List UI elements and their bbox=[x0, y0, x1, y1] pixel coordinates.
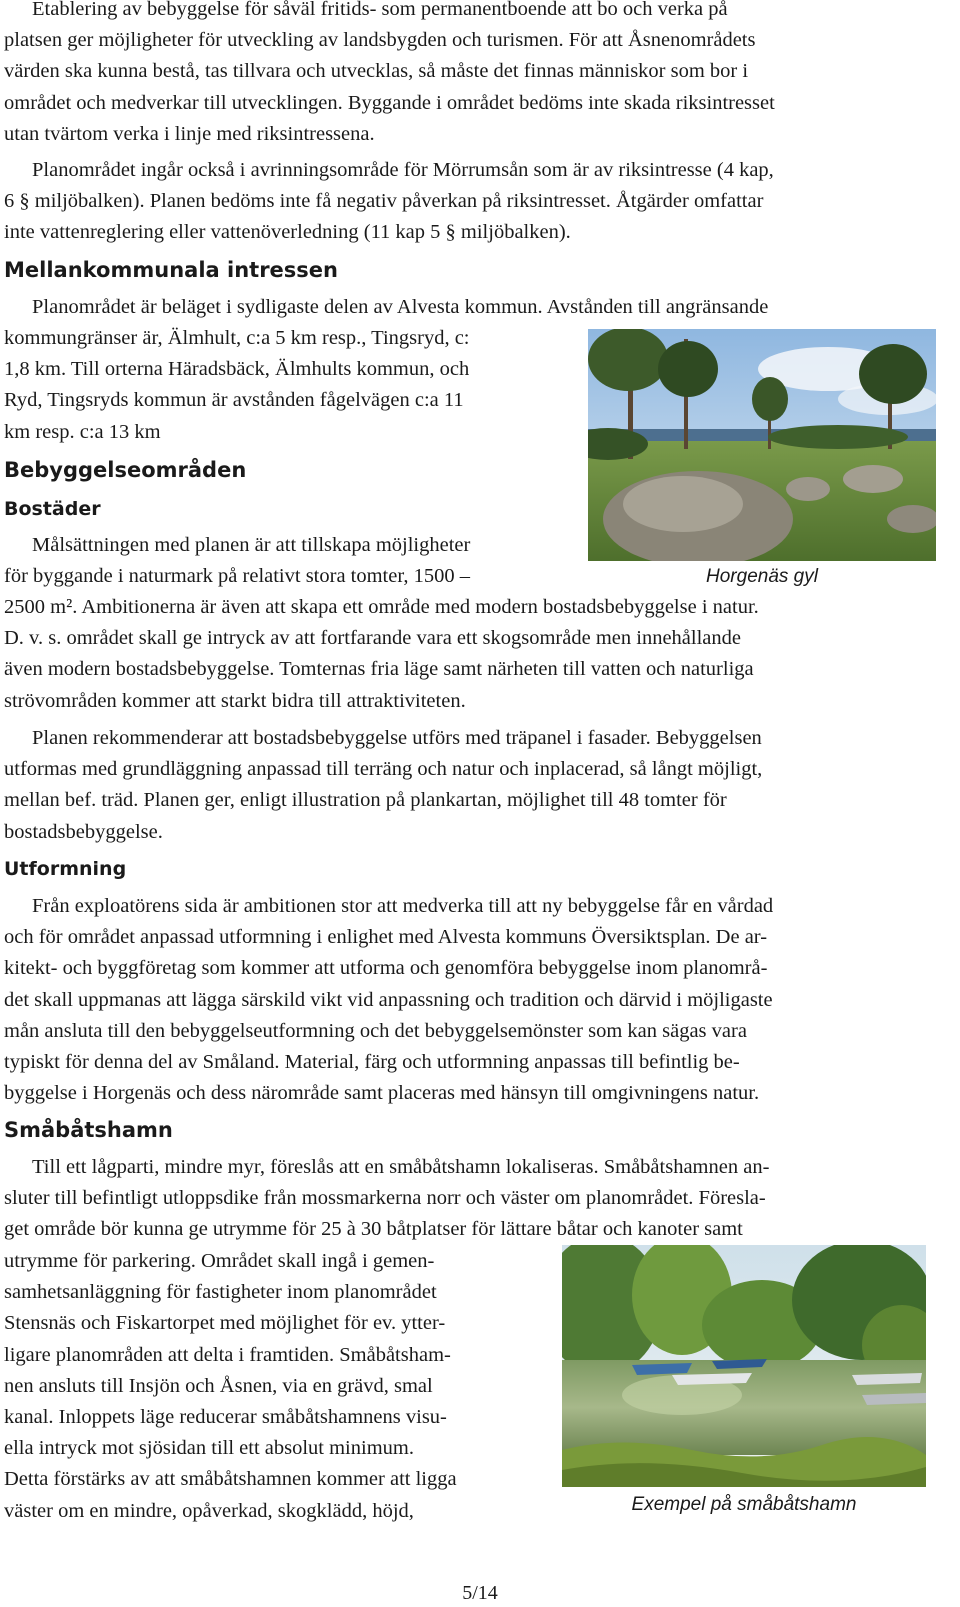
text-line: 6 § miljöbalken). Planen bedöms inte få negativ påverkan på riksintresset. Åtgärder omfattar bbox=[4, 190, 764, 213]
text-line: 1,8 km. Till orterna Häradsbäck, Älmhults kommun, och bbox=[4, 358, 470, 381]
text-line: utrymme för parkering. Området skall ingå i gemen- bbox=[4, 1250, 435, 1272]
paragraph-smabatshamn-wrapped bbox=[4, 1246, 556, 1527]
text-line: väster om en mindre, opåverkad, skogklädd, höjd, bbox=[4, 1499, 414, 1522]
text-line: strövområden kommer att starkt bidra till attraktiviteten. bbox=[4, 689, 466, 712]
text-line: sluter till befintligt utloppsdike från mossmarkerna norr och väster om planområdet. Föresla- bbox=[4, 1187, 766, 1210]
heading-bebyggelseomraden: Bebyggelseområden bbox=[4, 458, 247, 482]
text-line: mån ansluta till den bebyggelseutformning och det bebyggelsemönster som kan sägas vara bbox=[4, 1019, 747, 1042]
heading-smabatshamn: Småbåtshamn bbox=[4, 1118, 173, 1142]
text-line: Planområdet ingår också i avrinningsområde för Mörrumsån som är av riksintresse (4 kap, bbox=[32, 159, 774, 181]
text-line: och för området anpassad utformning i enlighet med Alvesta kommuns Översiktsplan. De ar- bbox=[4, 926, 768, 949]
text-line: Från exploatörens sida är ambitionen stor att medverka till att ny bebyggelse får en vårdad bbox=[32, 895, 774, 917]
text-line: get område bör kunna ge utrymme för 25 à 30 båtplatser för lättare båtar och kanoter samt bbox=[4, 1218, 743, 1241]
text-line: inte vattenreglering eller vattenöverledning (11 kap 5 § miljöbalken). bbox=[4, 221, 571, 244]
paragraph-smabatshamn bbox=[4, 1152, 954, 1246]
text-line: Detta förstärks av att småbåtshamnen kommer att ligga bbox=[4, 1468, 457, 1491]
text-line: byggelse i Horgenäs och dess närområde samt placeras med hänsyn till omgivningens natur. bbox=[4, 1082, 760, 1105]
paragraph-planen bbox=[4, 723, 954, 848]
text-line: nen ansluts till Insjön och Åsnen, via en grävd, smal bbox=[4, 1374, 433, 1397]
paragraph-morrumsan bbox=[4, 155, 954, 249]
paragraph-bostader-wrapped bbox=[4, 530, 576, 592]
page-number: 5/14 bbox=[462, 1582, 498, 1604]
text-line: platsen ger möjligheter för utveckling av landsbygden och turismen. För att Åsnenområdets bbox=[4, 29, 756, 52]
text-line: kitekt- och byggföretag som kommer att utforma och genomföra bebyggelse inom planområ- bbox=[4, 957, 768, 980]
text-line: Till ett lågparti, mindre myr, föreslås att en småbåtshamn lokaliseras. Småbåtshamnen an- bbox=[32, 1156, 770, 1178]
text-line: Planområdet är beläget i sydligaste delen av Alvesta kommun. Avstånden till angränsande bbox=[32, 296, 769, 318]
text-line: ella intryck mot sjösidan till ett absolut minimum. bbox=[4, 1437, 414, 1460]
text-line: typiskt för denna del av Småland. Material, färg och utformning anpassas till befintlig be- bbox=[4, 1051, 740, 1074]
text-line: Stensnäs och Fiskartorpet med möjlighet för ev. ytter- bbox=[4, 1312, 446, 1335]
text-line: mellan bef. träd. Planen ger, enligt illustration på plankartan, möjlighet till 48 tomter för bbox=[4, 789, 727, 812]
text-line: samhetsanläggning för fastigheter inom planområdet bbox=[4, 1281, 437, 1304]
text-line: D. v. s. området skall ge intryck av att fortfarande vara ett skogsområde men innehållande bbox=[4, 627, 741, 650]
horgenas-caption: Horgenäs gyl bbox=[706, 566, 818, 587]
heading-utformning: Utformning bbox=[4, 858, 127, 880]
text-line: Ryd, Tingsryds kommun är avstånden fågelvägen c:a 11 bbox=[4, 389, 464, 412]
text-line: även modern bostadsbebyggelse. Tomternas fria läge samt närheten till vatten och naturliga bbox=[4, 658, 754, 681]
text-line: Målsättningen med planen är att tillskapa möjligheter bbox=[32, 534, 471, 556]
text-line: ligare planområden att delta i framtiden. Småbåtsham- bbox=[4, 1343, 451, 1366]
paragraph-utformning bbox=[4, 891, 954, 1109]
text-line: Etablering av bebyggelse för såväl fritids- som permanentboende att bo och verka på bbox=[32, 0, 728, 20]
heading-bostader: Bostäder bbox=[4, 498, 101, 520]
smabatshamn-photo bbox=[562, 1245, 926, 1487]
paragraph-intro bbox=[4, 0, 954, 150]
text-line: utan tvärtom verka i linje med riksintressena. bbox=[4, 122, 375, 145]
text-line: värden ska kunna bestå, tas tillvara och utvecklas, så måste det finnas människor som bor i bbox=[4, 60, 749, 83]
text-line: kommungränser är, Älmhult, c:a 5 km resp., Tingsryd, c: bbox=[4, 327, 470, 349]
heading-mellankommunala-intressen: Mellankommunala intressen bbox=[4, 258, 338, 282]
text-line: 2500 m². Ambitionerna är även att skapa ett område med modern bostadsbebyggelse i natur. bbox=[4, 596, 759, 618]
text-line: km resp. c:a 13 km bbox=[4, 420, 161, 443]
paragraph-mellankommunala-wrapped bbox=[4, 323, 576, 448]
text-line: för byggande i naturmark på relativt stora tomter, 1500 – bbox=[4, 565, 470, 588]
smabatshamn-caption: Exempel på småbåtshamn bbox=[631, 1494, 857, 1515]
text-line: det skall uppmanas att lägga särskild vikt vid anpassning och tradition och därvid i möjligaste bbox=[4, 988, 773, 1011]
paragraph-bostader bbox=[4, 592, 954, 717]
text-line: utformas med grundläggning anpassad till terräng och natur och inplacerad, så långt möjligt, bbox=[4, 758, 763, 781]
text-line: bostadsbebyggelse. bbox=[4, 820, 163, 843]
text-line: Planen rekommenderar att bostadsbebyggelse utförs med träpanel i fasader. Bebyggelsen bbox=[32, 727, 762, 749]
horgenas-photo bbox=[588, 329, 936, 561]
text-line: området och medverkar till utvecklingen. Byggande i området bedöms inte skada riksintresset bbox=[4, 91, 775, 114]
text-line: kanal. Inloppets läge reducerar småbåtshamnens visu- bbox=[4, 1406, 447, 1429]
paragraph-mellankommunala bbox=[4, 292, 954, 323]
